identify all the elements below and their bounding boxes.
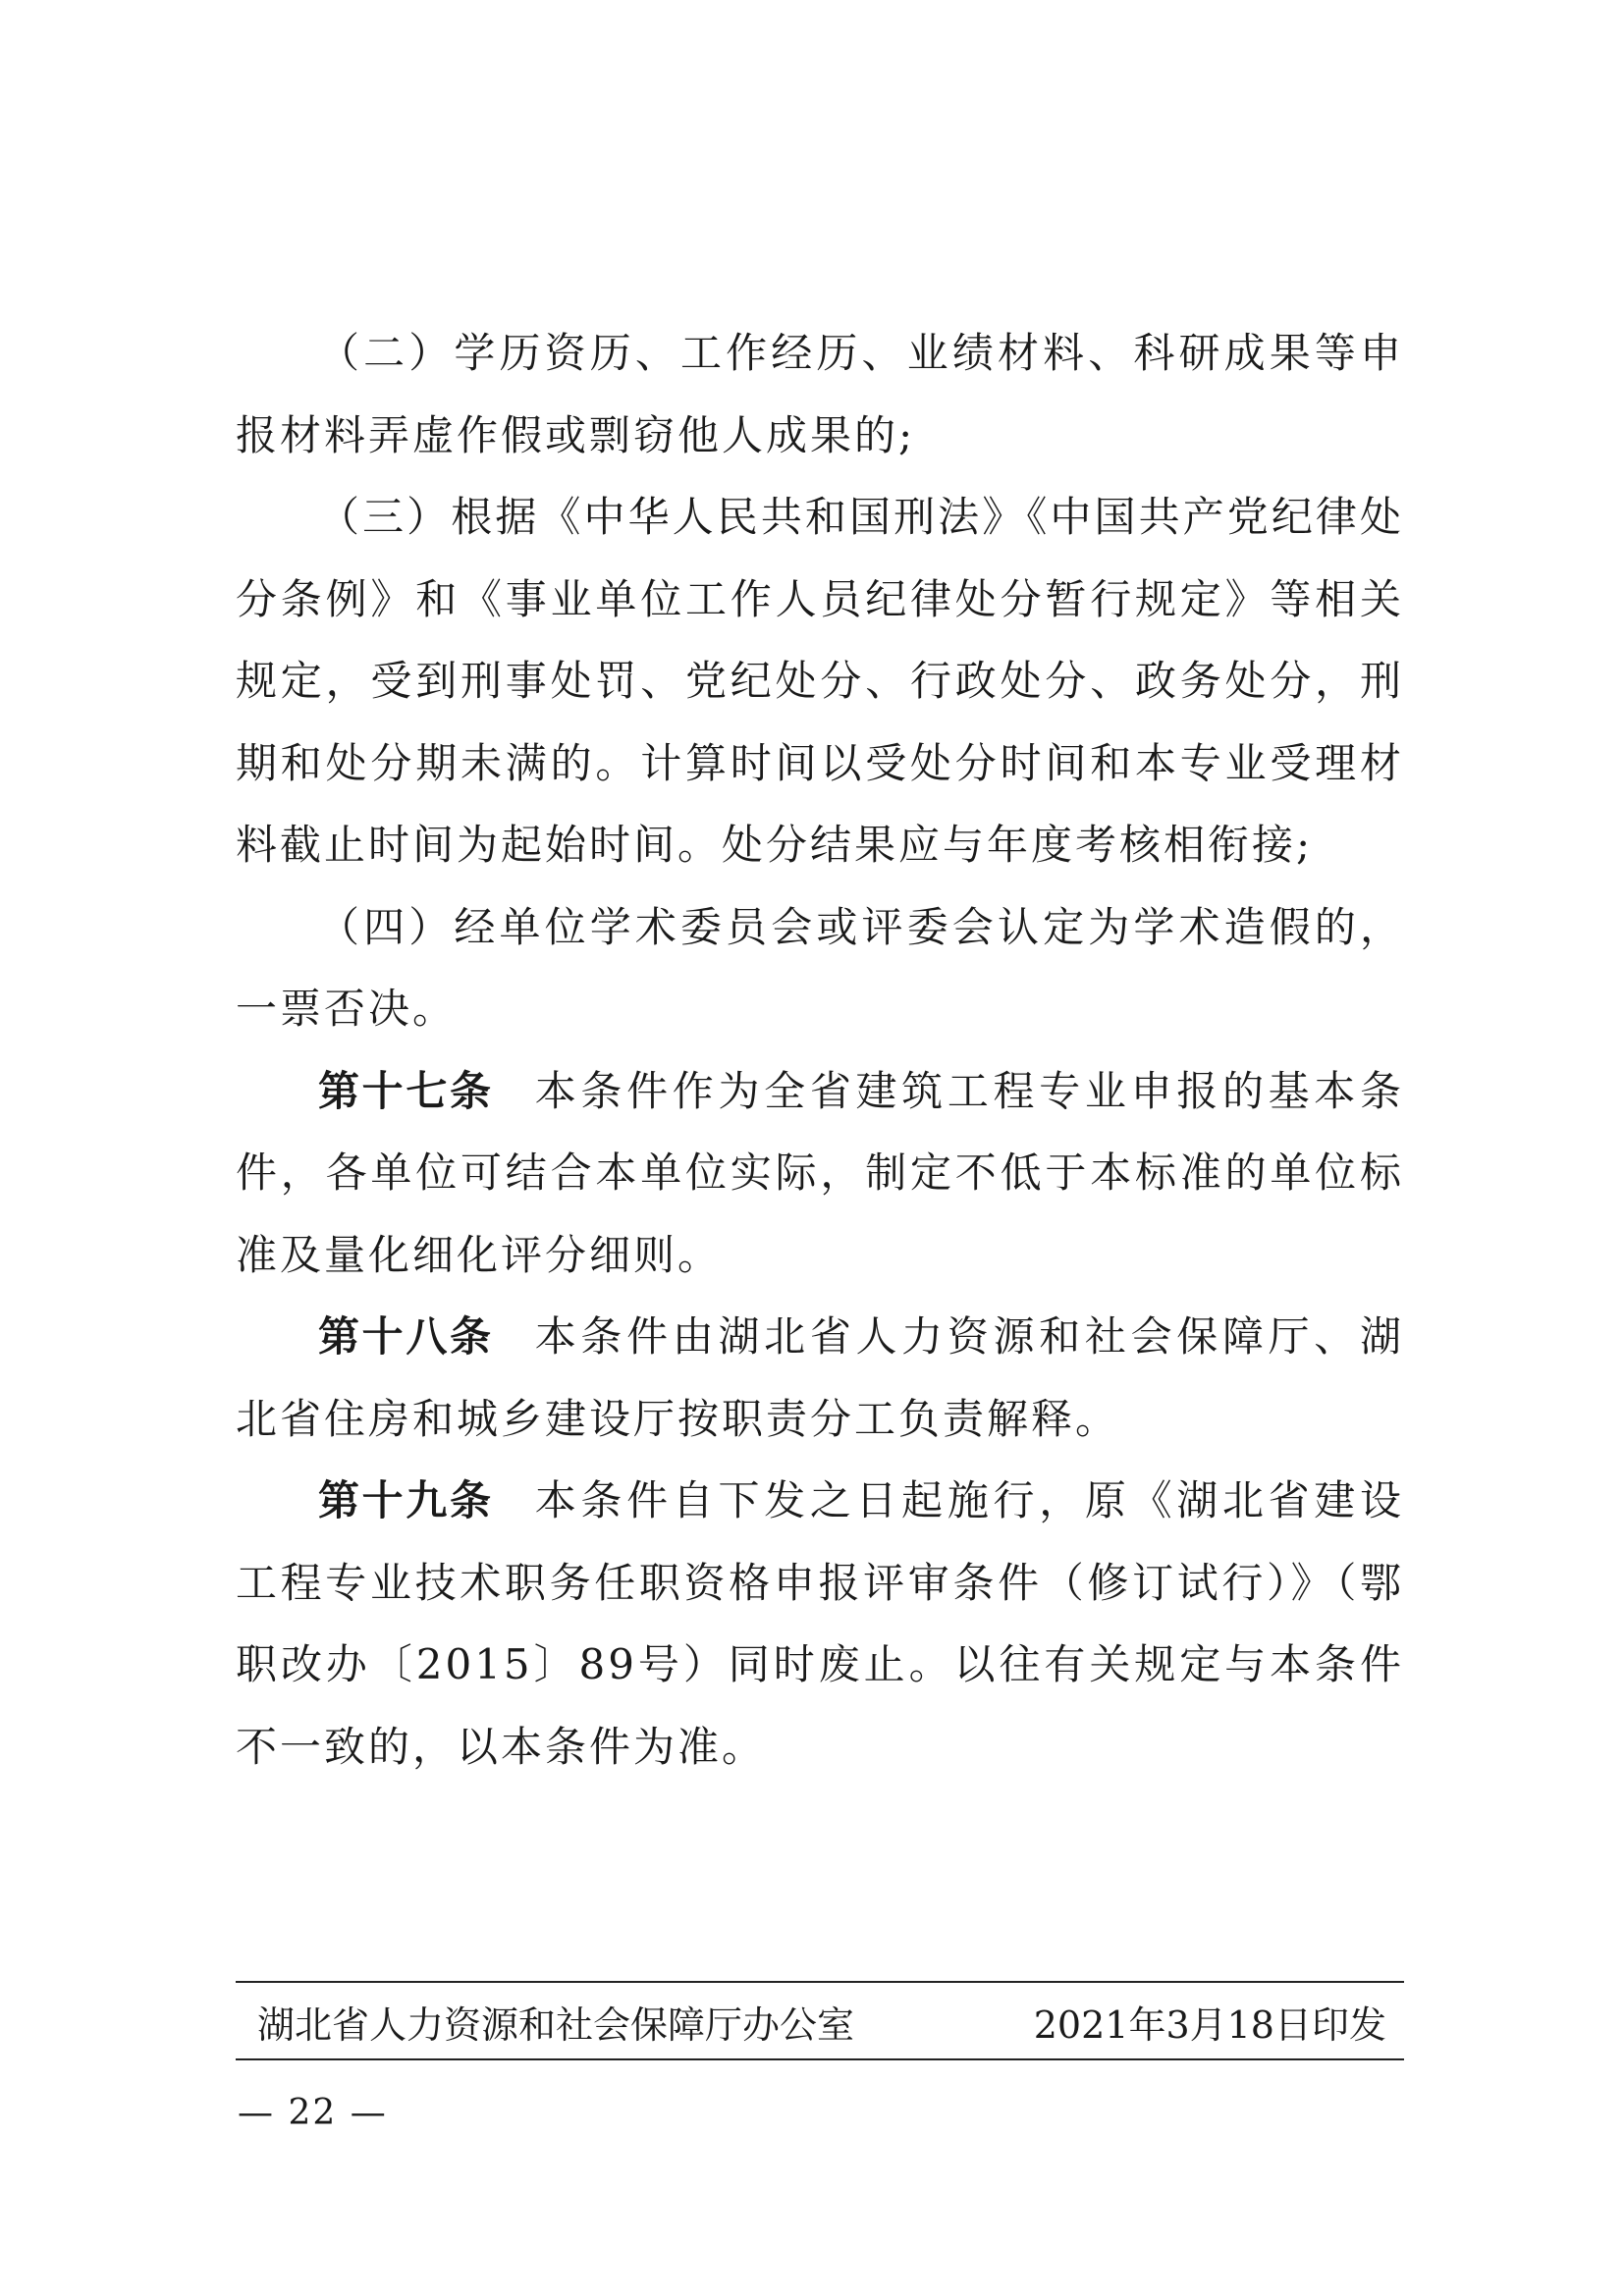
- paragraph-text: （三）根据《中华人民共和国刑法》《中国共产党纪律处分条例》和《事业单位工作人员纪律处分暂行规定》等相关规定，受到刑事处罚、党纪处分、行政处分、政务处分，刑期和处分期未满的。计算时间以受处分时间和本专业受理材料截止时间为起始时间。处分结果应与年度考核相衔接;: [236, 493, 1404, 869]
- page-number: — 22 —: [238, 2093, 388, 2133]
- paragraph-item-2: [236, 312, 1404, 476]
- paragraph-item-4: [236, 886, 1404, 1050]
- article-17: [236, 1050, 1404, 1297]
- article-label: 第十九条: [318, 1476, 494, 1524]
- issue-date: 2021年3月18日印发: [1033, 2002, 1386, 2047]
- article-text: 本条件自下发之日起施行，原《湖北省建设工程专业技术职务任职资格申报评审条件（修订试行）》（鄂职改办〔2015〕89号）同时废止。以往有关规定与本条件不一致的，以本条件为准。: [236, 1476, 1404, 1771]
- article-label: 第十七条: [318, 1066, 494, 1115]
- article-text: 本条件作为全省建筑工程专业申报的基本条件，各单位可结合本单位实际，制定不低于本标准的单位标准及量化细化评分细则。: [236, 1066, 1404, 1279]
- body-text: [236, 312, 1404, 1788]
- issuer-name: 湖北省人力资源和社会保障厅办公室: [257, 2002, 855, 2047]
- footer-top-rule: [236, 1981, 1404, 1983]
- issuance-footer: [257, 1989, 1386, 2054]
- article-label: 第十八条: [318, 1312, 494, 1361]
- article-text: 本条件由湖北省人力资源和社会保障厅、湖北省住房和城乡建设厅按职责分工负责解释。: [236, 1312, 1404, 1443]
- paragraph-text: （二）学历资历、工作经历、业绩材料、科研成果等申报材料弄虚作假或剽窃他人成果的;: [236, 329, 1404, 459]
- footer-bottom-rule: [236, 2058, 1404, 2060]
- article-19: [236, 1460, 1404, 1788]
- paragraph-item-3: [236, 476, 1404, 886]
- article-18: [236, 1296, 1404, 1460]
- paragraph-text: （四）经单位学术委员会或评委会认定为学术造假的，一票否决。: [236, 902, 1404, 1033]
